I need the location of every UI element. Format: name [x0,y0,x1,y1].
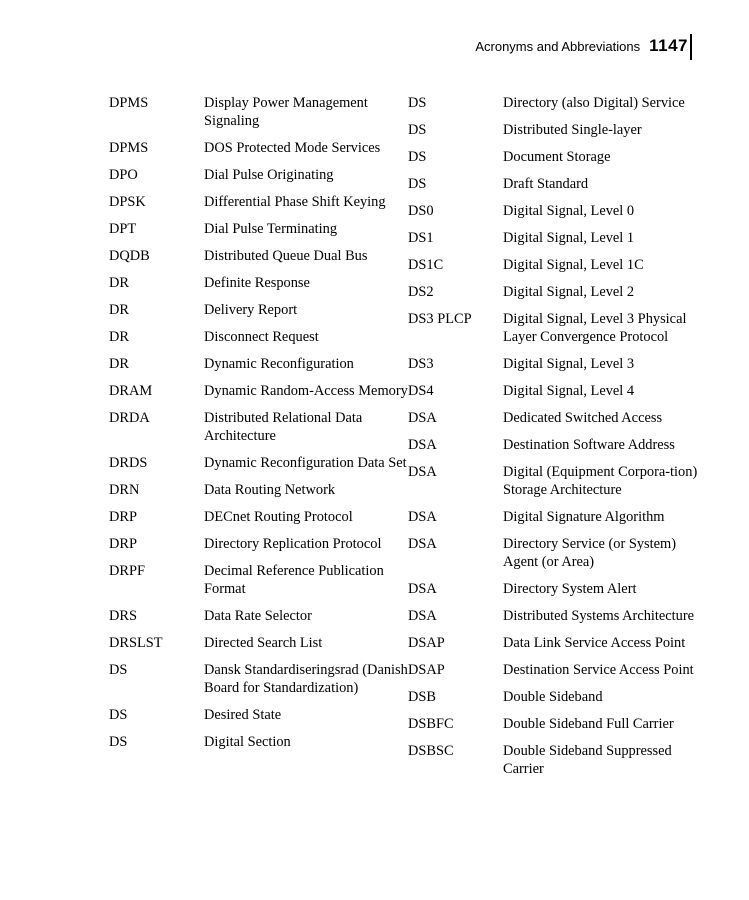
acronym: DS2 [408,284,434,300]
definition: Digital Signal, Level 2 [503,284,635,300]
definition: Differential Phase Shift Keying [204,194,386,210]
acronym: DR [109,329,129,345]
definition: Digital Signal, Level 3 [503,356,635,372]
definition: Digital Signal, Level 1C [503,257,644,273]
acronym: DS [109,707,128,723]
glossary-entry [408,202,708,220]
definition: Distributed Single-layer [503,122,642,138]
definition: Dedicated Switched Access [503,410,663,426]
definition: Digital Signal, Level 3 Physical Layer Convergence Protocol [503,311,687,345]
acronym: DS [408,149,427,165]
glossary-entry [408,382,708,400]
acronym: DRP [109,536,137,552]
glossary-entry [408,742,708,778]
definition: Directory System Alert [503,581,637,597]
definition: Dial Pulse Originating [204,167,334,183]
acronym: DPO [109,167,138,183]
acronym: DRAM [109,383,153,399]
left-column [109,94,409,760]
definition: Decimal Reference Publication Format [204,563,384,597]
glossary-entry [109,139,409,157]
running-head [475,34,692,56]
acronym: DSA [408,509,437,525]
acronym: DSA [408,464,437,480]
definition: Double Sideband Suppressed Carrier [503,743,672,777]
right-column [408,94,708,787]
glossary-entry [408,175,708,193]
glossary-entry [408,121,708,139]
glossary-entry [408,715,708,733]
glossary-entry [408,409,708,427]
acronym: DS [408,95,427,111]
header-rule [690,34,692,60]
glossary-entry [109,220,409,238]
glossary-entry [408,148,708,166]
definition: Directory Replication Protocol [204,536,382,552]
acronym: DRDS [109,455,148,471]
definition: Destination Software Address [503,437,675,453]
glossary-entry [408,94,708,112]
acronym: DS [109,662,128,678]
definition: Digital Signal, Level 0 [503,203,635,219]
glossary-entry [109,382,409,400]
definition: DOS Protected Mode Services [204,140,381,156]
definition: Dynamic Reconfiguration Data Set [204,455,407,471]
page-number: 1147 [649,36,688,55]
definition: Directed Search List [204,635,323,651]
glossary-entry [109,562,409,598]
acronym: DSA [408,410,437,426]
acronym: DR [109,302,129,318]
glossary-entry [408,436,708,454]
acronym: DSBFC [408,716,454,732]
definition: Definite Response [204,275,310,291]
definition: Delivery Report [204,302,298,318]
definition: Digital Signal, Level 1 [503,230,635,246]
acronym: DSB [408,689,436,705]
glossary-entry [408,607,708,625]
definition: Data Rate Selector [204,608,312,624]
glossary-entry [109,301,409,319]
definition: Digital Section [204,734,291,750]
glossary-entry [408,580,708,598]
glossary-entry [109,733,409,751]
acronym: DS0 [408,203,434,219]
acronym: DR [109,275,129,291]
glossary-entry [408,355,708,373]
acronym: DSA [408,608,437,624]
definition: Display Power Management Signaling [204,95,368,129]
acronym: DS [109,734,128,750]
glossary-entry [408,310,708,346]
acronym: DS1C [408,257,444,273]
running-head-title: Acronyms and Abbreviations [475,39,641,54]
definition: Digital Signal, Level 4 [503,383,635,399]
definition: Dynamic Reconfiguration [204,356,354,372]
acronym: DRPF [109,563,145,579]
glossary-entry [109,166,409,184]
glossary-entry [408,661,708,679]
acronym: DRN [109,482,140,498]
glossary-entry [109,634,409,652]
acronym: DSAP [408,635,445,651]
glossary-entry [109,409,409,445]
definition: Digital Signature Algorithm [503,509,665,525]
acronym: DPMS [109,95,149,111]
glossary-entry [408,535,708,571]
acronym: DS3 PLCP [408,311,472,327]
acronym: DSA [408,536,437,552]
glossary-entry [408,508,708,526]
definition: Dynamic Random-Access Memory [204,383,408,399]
glossary-entry [109,535,409,553]
glossary-entry [109,508,409,526]
acronym: DS [408,122,427,138]
definition: DECnet Routing Protocol [204,509,353,525]
glossary-entry [408,463,708,499]
definition: Double Sideband [503,689,603,705]
acronym: DR [109,356,129,372]
glossary-entry [109,193,409,211]
acronym: DS4 [408,383,434,399]
glossary-entry [109,706,409,724]
glossary-entry [408,283,708,301]
glossary-entry [109,661,409,697]
acronym: DSAP [408,662,445,678]
acronym: DRDA [109,410,150,426]
acronym: DPMS [109,140,149,156]
acronym: DRSLST [109,635,163,651]
glossary-entry [109,355,409,373]
acronym: DQDB [109,248,150,264]
definition: Digital (Equipment Corpora-tion) Storage Architecture [503,464,698,498]
glossary-entry [408,634,708,652]
definition: Data Routing Network [204,482,336,498]
glossary-entry [408,688,708,706]
acronym: DSA [408,437,437,453]
acronym: DS1 [408,230,434,246]
glossary-entry [109,328,409,346]
acronym: DRS [109,608,137,624]
acronym: DPSK [109,194,146,210]
glossary-entry [109,274,409,292]
definition: Directory Service (or System) Agent (or Area) [503,536,677,570]
acronym: DSBSC [408,743,454,759]
acronym: DS [408,176,427,192]
glossary-entry [408,229,708,247]
definition: Disconnect Request [204,329,319,345]
glossary-entry [109,607,409,625]
glossary-entry [408,256,708,274]
glossary-entry [109,481,409,499]
definition: Document Storage [503,149,611,165]
definition: Directory (also Digital) Service [503,95,685,111]
glossary-entry [109,454,409,472]
definition: Distributed Systems Architecture [503,608,695,624]
acronym: DS3 [408,356,434,372]
definition: Dial Pulse Terminating [204,221,338,237]
acronym: DPT [109,221,137,237]
definition: Draft Standard [503,176,589,192]
definition: Data Link Service Access Point [503,635,686,651]
glossary-entry [109,94,409,130]
definition: Distributed Relational Data Architecture [204,410,363,444]
definition: Distributed Queue Dual Bus [204,248,368,264]
acronym: DSA [408,581,437,597]
glossary-entry [109,247,409,265]
acronym: DRP [109,509,137,525]
definition: Desired State [204,707,282,723]
definition: Dansk Standardiseringsrad (Danish Board for Standardization) [204,662,408,696]
definition: Double Sideband Full Carrier [503,716,674,732]
definition: Destination Service Access Point [503,662,694,678]
